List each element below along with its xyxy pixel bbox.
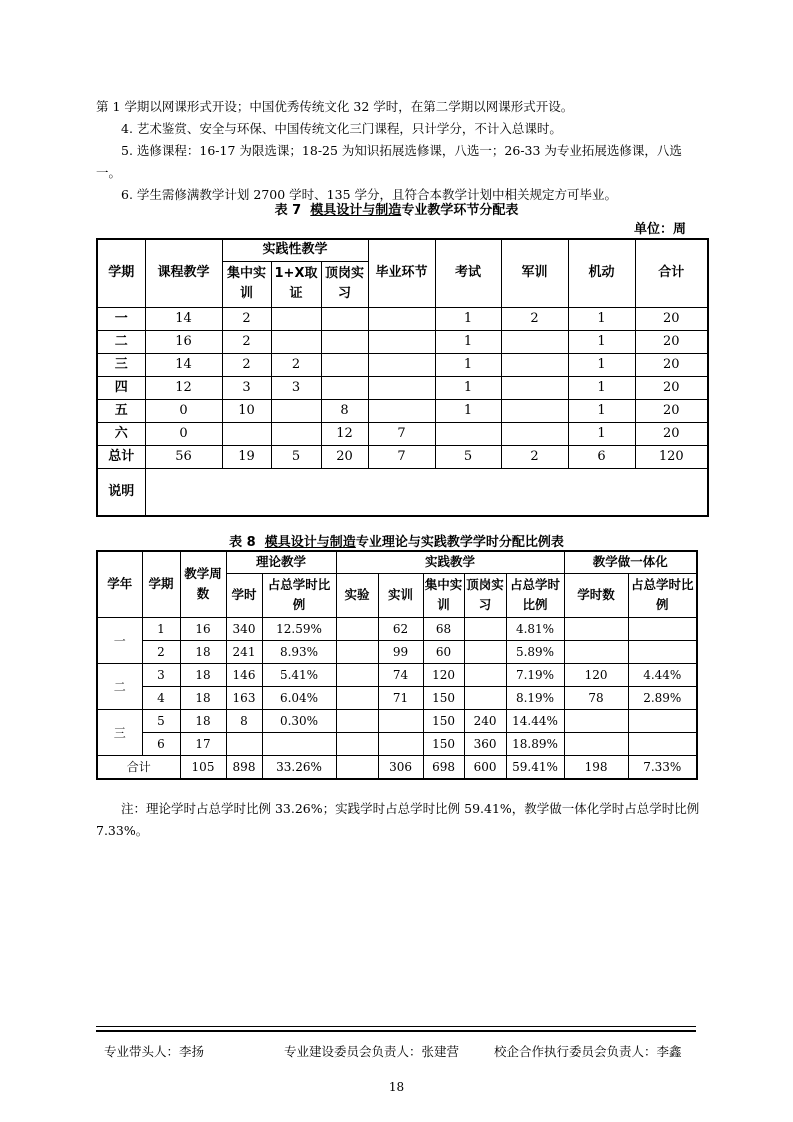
t7-cell-intern (321, 307, 368, 330)
t7-cell-graduation (368, 330, 435, 353)
t8-cell-in-ratio: 4.44% (628, 663, 697, 686)
table7-caption-major: 模具设计与制造 (310, 203, 402, 218)
t7-cell-intern (321, 353, 368, 376)
t8-cell-term: 6 (142, 732, 180, 755)
t8-header-theory-ratio: 占总学时比例 (262, 573, 336, 617)
t8-total-integrated-ratio: 7.33% (628, 755, 697, 779)
table7-caption-suffix: 专业教学环节分配表 (401, 203, 519, 218)
t7-cell-graduation (368, 376, 435, 399)
t8-cell-intensive: 150 (423, 686, 464, 709)
t8-cell-weeks: 18 (180, 709, 226, 732)
t7-cell-intern: 20 (321, 445, 368, 468)
t8-header-weeks: 教学周数 (180, 551, 226, 617)
t7-cell-course: 14 (145, 353, 222, 376)
t7-cell-military: 2 (501, 445, 568, 468)
t8-cell-intern (464, 617, 506, 640)
t7-cell-total: 20 (635, 399, 708, 422)
t8-header-practice-ratio: 占总学时比例 (506, 573, 564, 617)
t8-cell-weeks: 16 (180, 617, 226, 640)
t7-cell-exam (435, 422, 501, 445)
t7-cell-exam: 1 (435, 399, 501, 422)
t8-cell-exp (336, 617, 378, 640)
t7-cell-military (501, 422, 568, 445)
t7-cell-intensive: 2 (222, 330, 271, 353)
t8-cell-weeks: 18 (180, 686, 226, 709)
t7-cell-military (501, 330, 568, 353)
t8-cell-exp (336, 709, 378, 732)
t7-cell-military (501, 376, 568, 399)
t7-cell-course: 14 (145, 307, 222, 330)
t8-cell-in-ratio (628, 617, 697, 640)
t7-header-intensive: 集中实训 (222, 261, 271, 307)
table-row (97, 445, 708, 468)
t7-cell-flexible: 1 (568, 399, 635, 422)
t8-cell-in-ratio (628, 732, 697, 755)
t8-cell-in-ratio: 2.89% (628, 686, 697, 709)
t8-cell-weeks: 17 (180, 732, 226, 755)
t7-cell-graduation: 7 (368, 445, 435, 468)
t7-note-cell (145, 468, 708, 516)
t7-note-label: 说明 (97, 468, 145, 516)
t7-cell-cert: 3 (271, 376, 321, 399)
t7-cell-cert: 2 (271, 353, 321, 376)
t8-cell-intensive: 150 (423, 732, 464, 755)
t7-cell-flexible: 6 (568, 445, 635, 468)
table-row (97, 376, 708, 399)
t7-header-term: 学期 (97, 239, 145, 307)
t7-cell-intensive: 2 (222, 353, 271, 376)
t8-cell-exp (336, 663, 378, 686)
t8-cell-train: 62 (378, 617, 423, 640)
t8-header-theory: 理论教学 (226, 551, 336, 573)
table8-caption-prefix: 表 8 (229, 535, 256, 550)
t8-cell-intensive: 120 (423, 663, 464, 686)
table-row (97, 422, 708, 445)
t8-total-experiment (336, 755, 378, 779)
t8-cell-intensive: 68 (423, 617, 464, 640)
t8-cell-train: 74 (378, 663, 423, 686)
t7-cell-exam: 5 (435, 445, 501, 468)
t8-header-intensive: 集中实训 (423, 573, 464, 617)
intro-text (96, 96, 700, 206)
intro-item-6: 6. 学生需修满教学计划 2700 学时、135 学分，且符合本教学计划中相关规定方可毕业。 (121, 187, 617, 202)
ratio-note: 注：理论学时占总学时比例 33.26%；实践学时占总学时比例 59.41%，教学做一体化学时占总学时比例 7.33%。 (96, 801, 700, 838)
t7-cell-military: 2 (501, 307, 568, 330)
t7-cell-intern (321, 376, 368, 399)
table7-unit: 单位：周 (633, 222, 686, 237)
t8-cell-intern (464, 686, 506, 709)
t8-cell-intern: 240 (464, 709, 506, 732)
table-row (97, 307, 708, 330)
table8-caption (0, 531, 793, 550)
t7-cell-cert (271, 330, 321, 353)
t8-header-experiment: 实验 (336, 573, 378, 617)
t8-total-integrated-hours: 198 (564, 755, 628, 779)
t7-cell-course: 56 (145, 445, 222, 468)
t7-cell-total: 120 (635, 445, 708, 468)
t7-cell-graduation (368, 399, 435, 422)
t8-total-theory-ratio: 33.26% (262, 755, 336, 779)
t8-cell-pr-ratio: 14.44% (506, 709, 564, 732)
t7-cell-intensive: 3 (222, 376, 271, 399)
t7-cell-flexible: 1 (568, 422, 635, 445)
t8-cell-train (378, 709, 423, 732)
t8-header-term: 学期 (142, 551, 180, 617)
table-row (97, 663, 697, 686)
t8-cell-pr-ratio: 8.19% (506, 686, 564, 709)
t7-cell-flexible: 1 (568, 376, 635, 399)
t8-cell-th-hours: 146 (226, 663, 262, 686)
t8-cell-weeks: 18 (180, 640, 226, 663)
t8-total-intensive: 698 (423, 755, 464, 779)
page-number: 18 (388, 1080, 405, 1094)
t7-cell-exam: 1 (435, 330, 501, 353)
table8-caption-suffix: 专业理论与实践教学学时分配比例表 (355, 535, 564, 550)
t7-cell-course: 0 (145, 399, 222, 422)
t7-cell-cert (271, 307, 321, 330)
intro-item-5: 5. 选修课程：16-17 为限选课；18-25 为知识拓展选修课，八选一；26-33 为专业拓展选修课，八选一。 (96, 143, 682, 180)
t7-header-graduation: 毕业环节 (368, 239, 435, 307)
t8-cell-th-hours: 163 (226, 686, 262, 709)
t8-cell-term: 2 (142, 640, 180, 663)
t8-cell-intern (464, 640, 506, 663)
t7-cell-total: 20 (635, 330, 708, 353)
t7-cell-term: 五 (97, 399, 145, 422)
t7-header-intern: 顶岗实习 (321, 261, 368, 307)
table8-caption-major: 模具设计与制造 (264, 535, 356, 550)
t8-cell-in-hours: 78 (564, 686, 628, 709)
t7-cell-intensive: 19 (222, 445, 271, 468)
t8-header-integrated-ratio: 占总学时比例 (628, 573, 697, 617)
t7-cell-intensive: 2 (222, 307, 271, 330)
t7-cell-cert: 5 (271, 445, 321, 468)
footer-lead: 专业带头人：李扬 (104, 1044, 205, 1059)
t8-header-training: 实训 (378, 573, 423, 617)
t8-header-year: 学年 (97, 551, 142, 617)
t7-cell-total: 20 (635, 353, 708, 376)
t8-total-training: 306 (378, 755, 423, 779)
t7-cell-intensive (222, 422, 271, 445)
t8-cell-th-ratio: 12.59% (262, 617, 336, 640)
t7-cell-exam: 1 (435, 376, 501, 399)
t7-header-practice: 实践性教学 (222, 239, 368, 261)
t8-cell-pr-ratio: 7.19% (506, 663, 564, 686)
table7-caption (0, 199, 793, 218)
t8-cell-th-hours: 241 (226, 640, 262, 663)
t7-cell-flexible: 1 (568, 330, 635, 353)
footer-committee: 专业建设委员会负责人：张建营 (284, 1044, 460, 1059)
t8-header-integrated: 教学做一体化 (564, 551, 697, 573)
table7-teaching-weeks (96, 238, 709, 517)
t7-cell-exam: 1 (435, 307, 501, 330)
t7-cell-exam: 1 (435, 353, 501, 376)
t8-cell-year: 二 (97, 663, 142, 709)
table8-hours-ratio (96, 550, 698, 780)
t7-cell-graduation (368, 307, 435, 330)
t8-total-label: 合计 (97, 755, 180, 779)
t7-cell-flexible: 1 (568, 307, 635, 330)
t8-header-practice: 实践教学 (336, 551, 564, 573)
t8-header-integrated-hours: 学时数 (564, 573, 628, 617)
t7-header-exam: 考试 (435, 239, 501, 307)
t8-header-theory-hours: 学时 (226, 573, 262, 617)
footer-coop: 校企合作执行委员会负责人：李鑫 (494, 1044, 682, 1059)
t7-cell-term: 六 (97, 422, 145, 445)
t8-total-practice-ratio: 59.41% (506, 755, 564, 779)
t8-cell-th-ratio: 6.04% (262, 686, 336, 709)
t8-cell-pr-ratio: 18.89% (506, 732, 564, 755)
intro-item-4: 4. 艺术鉴赏、安全与环保、中国传统文化三门课程，只计学分，不计入总课时。 (121, 121, 562, 136)
t7-cell-intern (321, 330, 368, 353)
t8-cell-in-hours (564, 617, 628, 640)
t7-cell-course: 0 (145, 422, 222, 445)
table-row (97, 399, 708, 422)
table-row (97, 732, 697, 755)
t8-cell-train: 99 (378, 640, 423, 663)
t8-total-theory-hours: 898 (226, 755, 262, 779)
t7-cell-term: 二 (97, 330, 145, 353)
t7-cell-intern: 8 (321, 399, 368, 422)
t8-cell-term: 5 (142, 709, 180, 732)
table-row (97, 686, 697, 709)
t8-cell-in-hours (564, 640, 628, 663)
t7-cell-course: 12 (145, 376, 222, 399)
t7-cell-graduation: 7 (368, 422, 435, 445)
footer-rule-thick (96, 1030, 696, 1032)
t8-cell-term: 4 (142, 686, 180, 709)
t7-cell-total: 20 (635, 422, 708, 445)
t7-cell-intern: 12 (321, 422, 368, 445)
table-row (97, 617, 697, 640)
table-row (97, 709, 697, 732)
t8-cell-pr-ratio: 5.89% (506, 640, 564, 663)
t8-cell-weeks: 18 (180, 663, 226, 686)
t8-cell-pr-ratio: 4.81% (506, 617, 564, 640)
t8-cell-in-hours (564, 709, 628, 732)
t7-cell-cert (271, 399, 321, 422)
t8-cell-th-hours (226, 732, 262, 755)
t7-cell-term: 一 (97, 307, 145, 330)
t8-cell-th-ratio (262, 732, 336, 755)
t7-cell-flexible: 1 (568, 353, 635, 376)
t7-header-flexible: 机动 (568, 239, 635, 307)
t8-cell-in-ratio (628, 640, 697, 663)
t8-total-intern: 600 (464, 755, 506, 779)
t7-header-course: 课程教学 (145, 239, 222, 307)
t7-header-total: 合计 (635, 239, 708, 307)
t8-cell-intern: 360 (464, 732, 506, 755)
t8-cell-in-ratio (628, 709, 697, 732)
t8-cell-year: 三 (97, 709, 142, 755)
intro-line-1: 第 1 学期以网课形式开设；中国优秀传统文化 32 学时，在第二学期以网课形式开设。 (96, 99, 574, 114)
t8-cell-train (378, 732, 423, 755)
t7-cell-term: 总计 (97, 445, 145, 468)
t8-cell-th-ratio: 8.93% (262, 640, 336, 663)
t7-cell-intensive: 10 (222, 399, 271, 422)
t8-cell-intensive: 60 (423, 640, 464, 663)
t8-cell-year: 一 (97, 617, 142, 663)
table-row (97, 640, 697, 663)
t8-cell-th-hours: 8 (226, 709, 262, 732)
t8-cell-term: 3 (142, 663, 180, 686)
t8-cell-th-ratio: 0.30% (262, 709, 336, 732)
t7-cell-graduation (368, 353, 435, 376)
t7-header-military: 军训 (501, 239, 568, 307)
t8-cell-train: 71 (378, 686, 423, 709)
t8-cell-th-hours: 340 (226, 617, 262, 640)
t8-header-intern: 顶岗实习 (464, 573, 506, 617)
t7-cell-total: 20 (635, 307, 708, 330)
t7-cell-cert (271, 422, 321, 445)
t7-cell-military (501, 353, 568, 376)
table-row (97, 353, 708, 376)
t8-cell-intern (464, 663, 506, 686)
t7-cell-term: 四 (97, 376, 145, 399)
t7-cell-military (501, 399, 568, 422)
table-row (97, 330, 708, 353)
t8-total-weeks: 105 (180, 755, 226, 779)
t8-cell-th-ratio: 5.41% (262, 663, 336, 686)
footer-rule-thin (96, 1026, 696, 1027)
t7-header-cert: 1+X取证 (271, 261, 321, 307)
t8-cell-exp (336, 732, 378, 755)
table7-caption-prefix: 表 7 (274, 203, 302, 218)
t8-cell-exp (336, 640, 378, 663)
t8-cell-in-hours: 120 (564, 663, 628, 686)
t8-cell-term: 1 (142, 617, 180, 640)
t7-cell-total: 20 (635, 376, 708, 399)
t8-cell-exp (336, 686, 378, 709)
t8-cell-in-hours (564, 732, 628, 755)
t7-cell-term: 三 (97, 353, 145, 376)
t8-cell-intensive: 150 (423, 709, 464, 732)
t7-cell-course: 16 (145, 330, 222, 353)
